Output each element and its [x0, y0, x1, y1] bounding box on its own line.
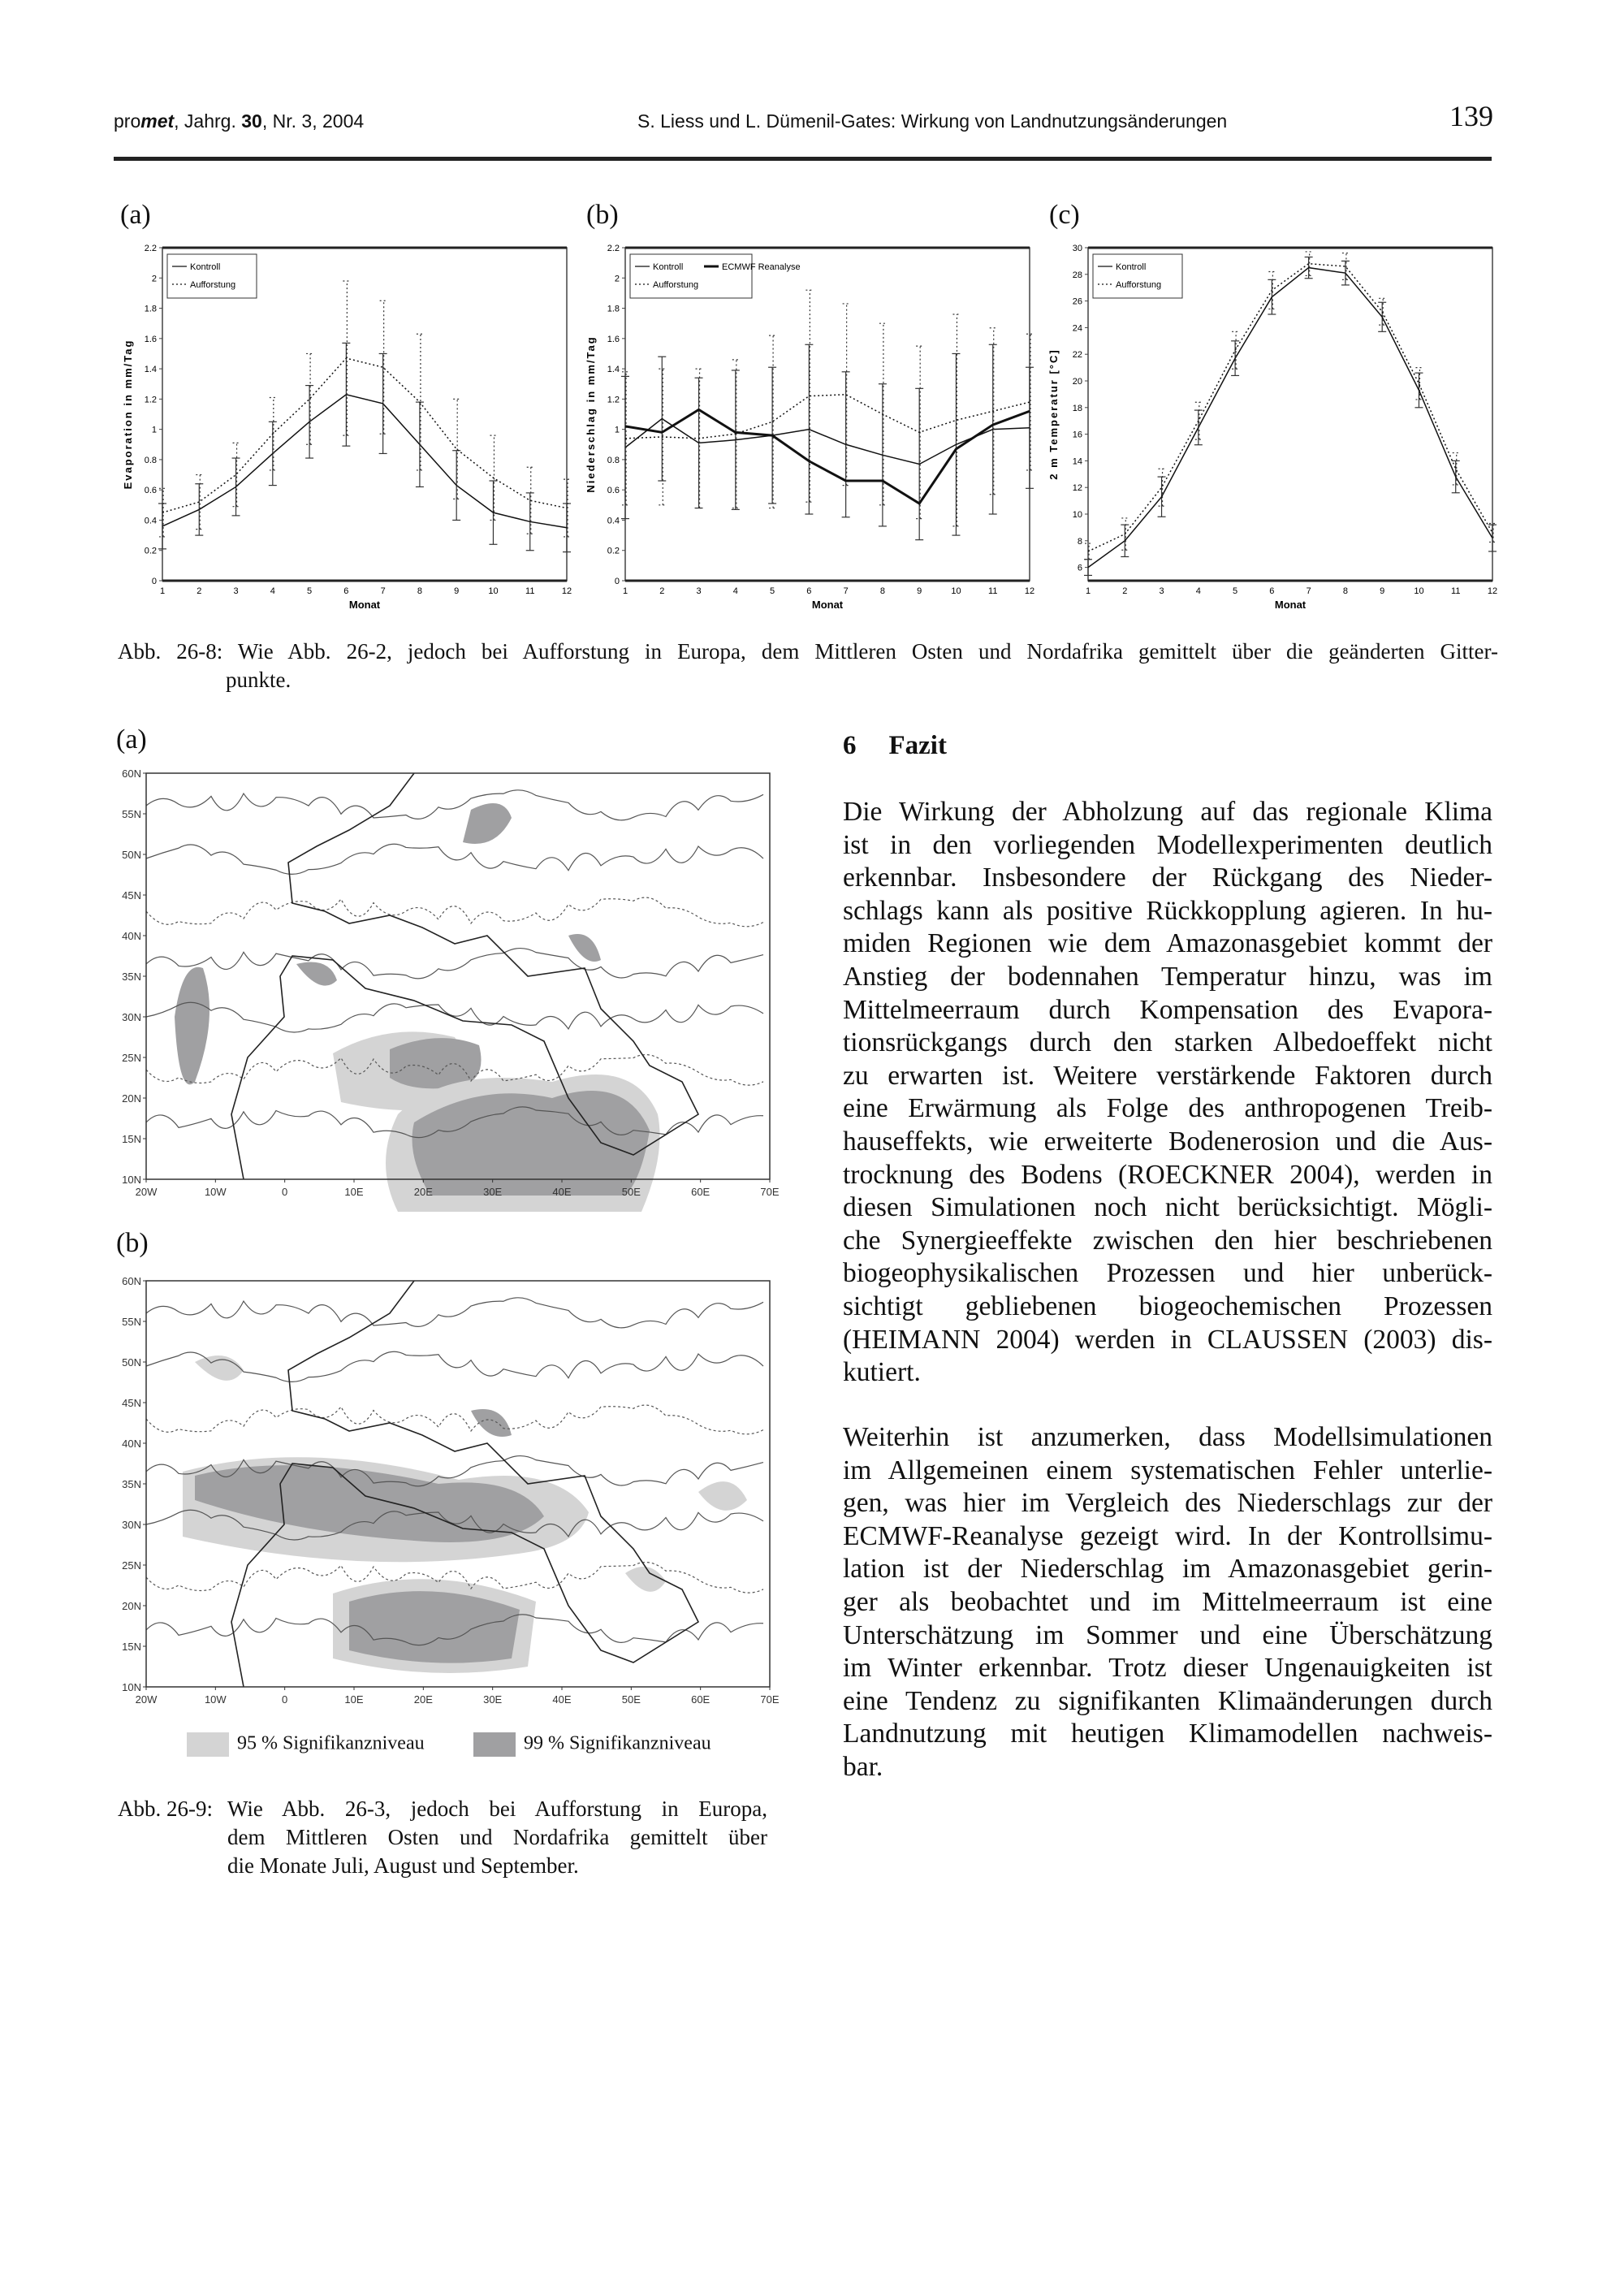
x-axis-label: Monat — [811, 599, 844, 611]
lat-label: 25N — [122, 1559, 141, 1572]
x-tick-label: 1 — [1085, 586, 1091, 596]
caption-line: Abb. 26-8: Wie Abb. 26-2, jedoch bei Aufforstung in Europa, dem Mittleren Osten und Nordafrika gemittelt über die geänderten Gitter- — [118, 639, 1498, 664]
legend-box — [167, 254, 257, 298]
y-tick-label: 8 — [1077, 536, 1082, 547]
legend-swatch-99 — [473, 1732, 516, 1757]
x-tick-label: 8 — [417, 586, 422, 596]
series-line-kontroll — [1088, 268, 1492, 568]
lon-label: 20W — [135, 1186, 158, 1198]
text-line: trocknung des Bodens (ROECKNER 2004), werden in — [843, 1159, 1492, 1190]
y-tick-label: 20 — [1072, 377, 1082, 387]
legend-99 — [473, 1732, 711, 1757]
series-line-aufforstung — [1088, 264, 1492, 551]
x-tick-label: 10 — [1414, 586, 1424, 596]
series-line-kontroll — [162, 395, 567, 528]
lat-label: 45N — [122, 1397, 141, 1409]
lat-label: 20N — [122, 1092, 141, 1105]
x-tick-label: 4 — [732, 586, 738, 596]
lon-label: 70E — [760, 1186, 780, 1198]
caption-line: Wie Abb. 26-3, jedoch bei Aufforstung in Europa, — [227, 1797, 767, 1821]
panel-label-b: (b) — [586, 200, 619, 230]
lat-label: 20N — [122, 1600, 141, 1612]
x-tick-label: 10 — [488, 586, 499, 596]
y-tick-label: 1.8 — [607, 304, 620, 314]
journal-info — [114, 110, 364, 132]
lat-label: 25N — [122, 1052, 141, 1064]
lon-label: 50E — [621, 1186, 641, 1198]
y-tick-label: 1.2 — [144, 395, 157, 405]
significance-area — [195, 1356, 244, 1381]
section-number: 6 — [843, 731, 857, 760]
text-line: erkennbar. Insbesondere der Rückgang des Nieder- — [843, 863, 1492, 893]
x-tick-label: 7 — [380, 586, 386, 596]
y-tick-label: 0.8 — [144, 455, 157, 465]
y-tick-label: 0.2 — [144, 546, 157, 556]
lon-label: 60E — [691, 1186, 710, 1198]
contour-line — [146, 1298, 763, 1328]
text-line: Anstieg der bodennahen Temperatur hinzu, was im — [843, 961, 1492, 992]
lon-label: 60E — [691, 1693, 710, 1706]
y-tick-label: 1.6 — [607, 334, 620, 344]
lon-label: 10W — [204, 1693, 227, 1706]
text-line: Die Wirkung der Abholzung auf das regionale Klima — [843, 797, 1492, 827]
contour-line — [146, 897, 763, 927]
text-line: Unterschätzung im Sommer und eine Überschätzung — [843, 1619, 1492, 1650]
map-a — [106, 763, 780, 1214]
lon-label: 50E — [621, 1693, 641, 1706]
significance-area — [349, 1591, 520, 1663]
y-axis-label: Niederschlag in mm/Tag — [585, 335, 597, 493]
significance-area — [296, 962, 337, 986]
lon-label: 70E — [760, 1693, 780, 1706]
lon-label: 40E — [552, 1693, 572, 1706]
x-tick-label: 8 — [879, 586, 885, 596]
lat-label: 10N — [122, 1681, 141, 1693]
lat-label: 55N — [122, 808, 141, 820]
paragraph-1 — [843, 796, 1492, 1390]
legend-label: Kontroll — [1116, 262, 1147, 272]
y-tick-label: 0.8 — [607, 455, 620, 465]
x-tick-label: 9 — [917, 586, 922, 596]
lat-label: 30N — [122, 1011, 141, 1023]
text-line: ger als beobachtet und im Mittelmeerraum ist eine — [843, 1586, 1492, 1617]
figure-26-8-caption — [118, 638, 1498, 694]
journal-rest: , Jahrg. — [174, 110, 242, 132]
x-tick-label: 11 — [525, 586, 535, 596]
y-tick-label: 1.4 — [144, 365, 157, 375]
lat-label: 35N — [122, 971, 141, 983]
x-tick-label: 12 — [561, 586, 572, 596]
legend-label-99: 99 % Signifikanzniveau — [524, 1732, 711, 1754]
lon-label: 10E — [344, 1693, 364, 1706]
text-line: lation ist der Niederschlag im Amazonasgebiet gerin- — [843, 1554, 1492, 1585]
lat-label: 60N — [122, 767, 141, 780]
significance-area — [463, 803, 512, 844]
section-title: Fazit — [888, 731, 947, 760]
x-tick-label: 12 — [1024, 586, 1035, 596]
text-line: kutiert. — [843, 1357, 921, 1388]
text-line: Mittelmeerraum durch Kompensation des Evapora- — [843, 994, 1492, 1025]
text-line: zu erwarten ist. Weitere verstärkende Faktoren durch — [843, 1060, 1492, 1091]
paragraph-2 — [843, 1421, 1492, 1784]
y-tick-label: 28 — [1072, 270, 1082, 280]
lon-label: 20E — [413, 1693, 433, 1706]
journal-emph: met — [140, 110, 175, 132]
text-line: gen, was hier im Vergleich des Niederschlags zur der — [843, 1488, 1492, 1519]
legend-label: Kontroll — [653, 262, 684, 272]
x-tick-label: 5 — [770, 586, 775, 596]
significance-area — [625, 1567, 666, 1592]
legend-box — [630, 254, 752, 298]
significance-area — [471, 1409, 512, 1437]
legend-95 — [187, 1732, 425, 1757]
x-tick-label: 7 — [1306, 586, 1311, 596]
x-tick-label: 7 — [843, 586, 849, 596]
map-b — [106, 1271, 780, 1722]
text-line: miden Regionen wie dem Amazonasgebiet kommt der — [843, 928, 1492, 959]
map-panel-label-b: (b) — [116, 1228, 149, 1258]
y-tick-label: 6 — [1077, 563, 1082, 573]
x-tick-label: 2 — [197, 586, 202, 596]
significance-area — [568, 934, 601, 962]
text-line: (HEIMANN 2004) werden in CLAUSSEN (2003) dis- — [843, 1324, 1492, 1355]
y-tick-label: 1.6 — [144, 334, 157, 344]
y-tick-label: 0.2 — [607, 546, 620, 556]
chart-legend — [167, 254, 257, 298]
caption-line: punkte. — [226, 668, 292, 692]
y-tick-label: 1.8 — [144, 304, 157, 314]
journal-volume: 30 — [241, 110, 262, 132]
lon-label: 30E — [483, 1186, 503, 1198]
y-tick-label: 10 — [1072, 510, 1082, 520]
x-tick-label: 4 — [1195, 586, 1201, 596]
significance-area — [175, 967, 209, 1085]
y-tick-label: 2.2 — [144, 244, 157, 253]
y-tick-label: 1.4 — [607, 365, 620, 375]
x-tick-label: 5 — [307, 586, 313, 596]
caption-prefix: Abb. 26-9: — [118, 1797, 213, 1821]
legend-label: Aufforstung — [653, 280, 699, 290]
map-panel-label-a: (a) — [116, 724, 147, 755]
lon-label: 10E — [344, 1186, 364, 1198]
text-line: Weiterhin ist anzumerken, dass Modellsimulationen — [843, 1422, 1492, 1452]
x-axis-label: Monat — [1274, 599, 1307, 611]
x-tick-label: 4 — [270, 586, 275, 596]
y-tick-label: 12 — [1072, 483, 1082, 494]
journal-issue: , Nr. 3, 2004 — [261, 110, 365, 132]
x-tick-label: 6 — [343, 586, 349, 596]
lon-label: 20E — [413, 1186, 433, 1198]
text-line: ist in den vorliegenden Modellexperimenten deutlich — [843, 829, 1492, 860]
lon-label: 0 — [282, 1186, 288, 1198]
legend-label: Aufforstung — [190, 280, 236, 290]
text-line: hauseffekts, wie erweiterte Bodenerosion und die Aus- — [843, 1126, 1492, 1157]
chart-evaporation — [114, 236, 577, 617]
lat-label: 35N — [122, 1478, 141, 1490]
y-tick-label: 0.6 — [607, 486, 620, 496]
y-tick-label: 2.2 — [607, 244, 620, 253]
contour-line — [146, 844, 763, 874]
x-axis-label: Monat — [348, 599, 381, 611]
x-tick-label: 9 — [1380, 586, 1385, 596]
x-tick-label: 3 — [1159, 586, 1164, 596]
text-line: im Winter erkennbar. Trotz dieser Ungenauigkeiten ist — [843, 1653, 1492, 1684]
lat-label: 45N — [122, 889, 141, 902]
y-tick-label: 1 — [614, 425, 620, 435]
text-line: Landnutzung mit heutigen Klimamodellen nachweis- — [843, 1719, 1492, 1749]
lon-label: 30E — [483, 1693, 503, 1706]
y-tick-label: 1 — [151, 425, 157, 435]
contour-line — [146, 949, 763, 979]
x-tick-label: 1 — [622, 586, 628, 596]
legend-swatch-95 — [187, 1732, 229, 1757]
contour-line — [146, 1405, 763, 1434]
y-tick-label: 22 — [1072, 350, 1082, 361]
figure-26-9-caption — [118, 1795, 767, 1880]
contour-line — [146, 1351, 763, 1381]
legend-label: ECMWF Reanalyse — [722, 262, 801, 272]
contour-line — [146, 790, 763, 820]
lon-label: 20W — [135, 1693, 158, 1706]
text-line: im Allgemeinen einem systematischen Fehler unterlie- — [843, 1455, 1492, 1485]
y-tick-label: 0.4 — [144, 516, 157, 526]
y-tick-label: 26 — [1072, 296, 1082, 307]
lat-label: 55N — [122, 1316, 141, 1328]
lat-label: 30N — [122, 1519, 141, 1531]
x-tick-label: 6 — [1269, 586, 1275, 596]
x-tick-label: 11 — [1451, 586, 1461, 596]
y-tick-label: 16 — [1072, 430, 1082, 440]
text-line: schlags kann als positive Rückkopplung agieren. In hu- — [843, 895, 1492, 926]
y-axis-label: Evaporation in mm/Tag — [122, 339, 134, 490]
chart-legend — [1093, 254, 1182, 298]
x-tick-label: 9 — [454, 586, 460, 596]
chart-legend — [630, 254, 801, 298]
text-line: bar. — [843, 1751, 883, 1782]
x-tick-label: 2 — [659, 586, 665, 596]
journal-prefix: pro — [114, 110, 141, 132]
caption-line: die Monate Juli, August und September. — [227, 1853, 579, 1878]
x-tick-label: 3 — [233, 586, 239, 596]
lon-label: 40E — [552, 1186, 572, 1198]
lat-label: 15N — [122, 1641, 141, 1653]
y-tick-label: 1.2 — [607, 395, 620, 405]
y-tick-label: 24 — [1072, 323, 1082, 334]
x-tick-label: 1 — [159, 586, 166, 596]
series-line-aufforstung — [162, 358, 567, 512]
x-tick-label: 12 — [1487, 586, 1498, 596]
legend-label: Aufforstung — [1116, 280, 1162, 290]
running-title: S. Liess und L. Dümenil-Gates: Wirkung von Landnutzungsänderungen — [637, 110, 1228, 132]
lat-label: 60N — [122, 1275, 141, 1287]
text-line: diesen Simulationen noch nicht berücksichtigt. Mögli- — [843, 1192, 1492, 1223]
legend-label: Kontroll — [190, 262, 221, 272]
text-line: che Synergieeffekte zwischen den hier beschriebenen — [843, 1225, 1492, 1256]
y-axis-label: 2 m Temperatur [°C] — [1047, 348, 1060, 480]
header-rule — [114, 157, 1492, 161]
y-tick-label: 18 — [1072, 403, 1082, 413]
y-tick-label: 0.6 — [144, 486, 157, 496]
lat-label: 50N — [122, 1356, 141, 1369]
significance-area — [698, 1481, 747, 1511]
y-tick-label: 0 — [151, 577, 157, 586]
text-line: ECMWF-Reanalyse gezeigt wird. In der Kontrollsimu- — [843, 1520, 1492, 1551]
panel-label-c: (c) — [1049, 200, 1080, 230]
y-tick-label: 0.4 — [607, 516, 620, 526]
page-number: 139 — [1449, 100, 1493, 132]
y-tick-label: 30 — [1072, 244, 1082, 253]
lon-label: 10W — [204, 1186, 227, 1198]
lat-label: 50N — [122, 849, 141, 861]
text-line: sichtigt gebliebenen biogeochemischen Prozessen — [843, 1291, 1492, 1321]
legend-box — [1093, 254, 1182, 298]
legend-label-95: 95 % Signifikanzniveau — [237, 1732, 425, 1754]
x-tick-label: 2 — [1122, 586, 1128, 596]
x-tick-label: 8 — [1342, 586, 1348, 596]
x-tick-label: 11 — [988, 586, 998, 596]
y-tick-label: 2 — [614, 274, 620, 284]
y-tick-label: 0 — [614, 577, 620, 586]
y-tick-label: 2 — [151, 274, 157, 284]
lat-label: 40N — [122, 930, 141, 942]
text-line: tionsrückgangs durch den starken Albedoeffekt nicht — [843, 1027, 1492, 1058]
caption-line: dem Mittleren Osten und Nordafrika gemittelt über — [227, 1825, 767, 1849]
text-line: eine Erwärmung als Folge des anthropogenen Treib- — [843, 1093, 1492, 1124]
x-tick-label: 5 — [1233, 586, 1238, 596]
lat-label: 40N — [122, 1438, 141, 1450]
lon-label: 0 — [282, 1693, 288, 1706]
x-tick-label: 3 — [696, 586, 702, 596]
text-line: eine Tendenz zu signifikanten Klimaänderungen durch — [843, 1685, 1492, 1716]
chart-temperature — [1039, 236, 1502, 617]
x-tick-label: 10 — [951, 586, 961, 596]
y-tick-label: 14 — [1072, 456, 1082, 467]
lat-label: 15N — [122, 1133, 141, 1145]
lat-label: 10N — [122, 1174, 141, 1186]
x-tick-label: 6 — [806, 586, 812, 596]
text-line: biogeophysikalischen Prozessen und hier unberück- — [843, 1258, 1492, 1289]
chart-precipitation — [577, 236, 1039, 617]
panel-label-a: (a) — [120, 200, 151, 230]
series-line-ecmwf-reanalyse — [625, 409, 1030, 504]
section-heading — [843, 731, 947, 761]
